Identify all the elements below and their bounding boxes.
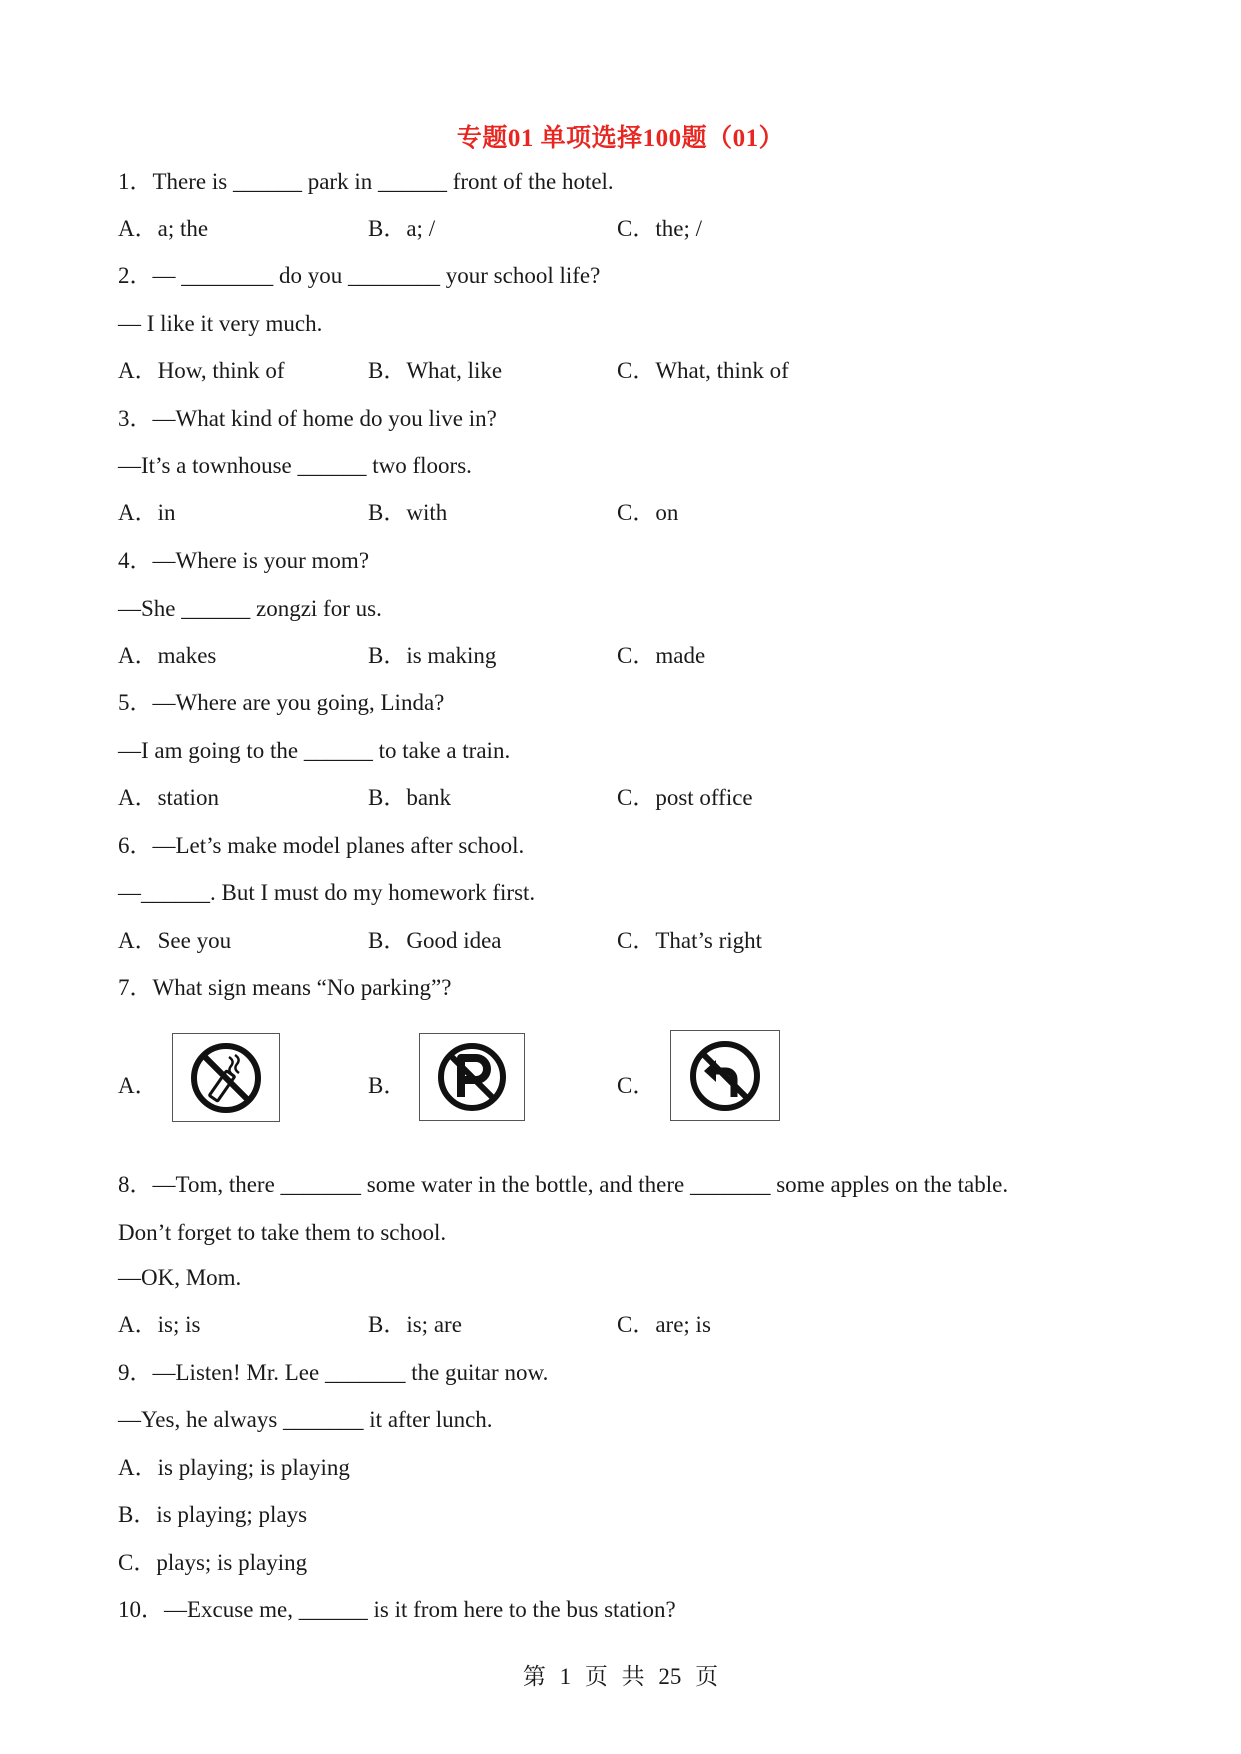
sign-c-box — [670, 1030, 780, 1121]
q8-option-b: B．is; are — [368, 1312, 462, 1337]
question-2-reply: — I like it very much. — [118, 311, 323, 336]
question-8: 8．—Tom, there _______ some water in the bottle, and there _______ some apples on the table. — [118, 1172, 1009, 1197]
q1-option-a: A．a; the — [118, 216, 209, 241]
q5-option-c: C．post office — [617, 785, 753, 810]
q9-option-c: C．plays; is playing — [118, 1550, 308, 1575]
q6-option-a: A．See you — [118, 928, 232, 953]
q1-option-c: C．the; / — [617, 216, 702, 241]
q4-option-c: C．made — [617, 643, 706, 668]
question-10: 10．—Excuse me, ______ is it from here to the bus station? — [118, 1597, 676, 1622]
no-smoking-icon — [189, 1041, 263, 1115]
q3-option-b: B．with — [368, 500, 448, 525]
question-7: 7．What sign means “No parking”? — [118, 975, 452, 1000]
q2-option-b: B．What, like — [368, 358, 503, 383]
q8-option-c: C．are; is — [617, 1312, 711, 1337]
page-footer: 第 1 页 共 25 页 — [522, 1664, 719, 1689]
q3-option-a: A．in — [118, 500, 176, 525]
question-1: 1．There is ______ park in ______ front of the hotel. — [118, 169, 614, 194]
q9-option-a: A．is playing; is playing — [118, 1455, 350, 1480]
page-title: 专题01 单项选择100题（01） — [456, 125, 785, 152]
q7-option-a: A． — [118, 1073, 158, 1098]
question-5: 5．—Where are you going, Linda? — [118, 690, 445, 715]
question-2: 2．— ________ do you ________ your school life? — [118, 263, 601, 288]
question-4-reply: —She ______ zongzi for us. — [118, 596, 382, 621]
question-4: 4．—Where is your mom? — [118, 548, 370, 573]
q8-option-a: A．is; is — [118, 1312, 201, 1337]
no-left-turn-icon — [688, 1039, 762, 1113]
q7-option-b: B． — [368, 1073, 407, 1098]
question-8-cont: Don’t forget to take them to school. — [118, 1220, 447, 1245]
sign-a-box — [172, 1033, 280, 1122]
q4-option-a: A．makes — [118, 643, 217, 668]
no-parking-icon — [436, 1041, 508, 1113]
q5-option-a: A．station — [118, 785, 219, 810]
question-6: 6．—Let’s make model planes after school. — [118, 833, 525, 858]
q1-option-b: B．a; / — [368, 216, 436, 241]
question-9: 9．—Listen! Mr. Lee _______ the guitar now. — [118, 1360, 549, 1385]
q2-option-c: C．What, think of — [617, 358, 789, 383]
q3-option-c: C．on — [617, 500, 679, 525]
question-6-reply: —______. But I must do my homework first. — [118, 880, 536, 905]
q4-option-b: B．is making — [368, 643, 497, 668]
question-3-reply: —It’s a townhouse ______ two floors. — [118, 453, 472, 478]
question-5-reply: —I am going to the ______ to take a train. — [118, 738, 511, 763]
q6-option-c: C．That’s right — [617, 928, 763, 953]
sign-b-box — [419, 1033, 525, 1121]
question-3: 3．—What kind of home do you live in? — [118, 406, 497, 431]
q2-option-a: A．How, think of — [118, 358, 285, 383]
q9-option-b: B．is playing; plays — [118, 1502, 308, 1527]
q7-option-c: C． — [617, 1073, 656, 1098]
question-9-reply: —Yes, he always _______ it after lunch. — [118, 1407, 493, 1432]
q5-option-b: B．bank — [368, 785, 452, 810]
q6-option-b: B．Good idea — [368, 928, 502, 953]
question-8-reply: —OK, Mom. — [118, 1265, 242, 1290]
